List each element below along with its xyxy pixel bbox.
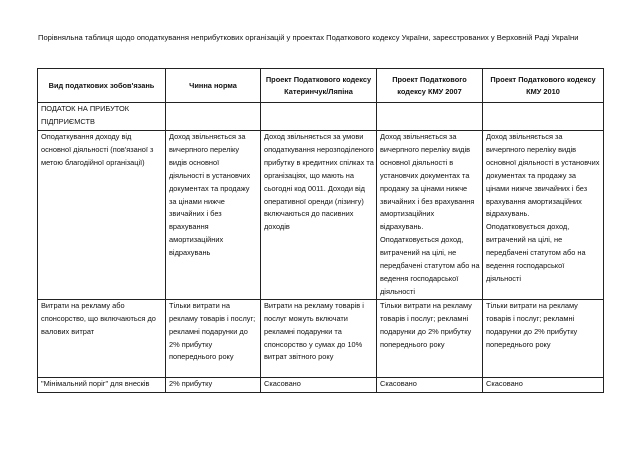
table-cell: Витрати на рекламу товарів і послуг можуть включати рекламні подарунки та спонсорство у сумах до 10% витрат звітного року <box>261 299 377 377</box>
table-row <box>38 299 604 377</box>
comparison-table <box>37 68 604 393</box>
table-cell <box>166 103 261 131</box>
column-header: Чинна норма <box>166 69 261 103</box>
table-cell: Доход звільняється за умови оподаткування нерозподіленого прибутку в кредитних спілках та організаціях, що мають на сьогодні код 0011. Доходи від оперативної оренди (лізингу) включаються до пасивних доходів <box>261 131 377 300</box>
table-cell: Оподаткування доходу від основної діяльності (пов'язаної з метою благодійної організації) <box>38 131 166 300</box>
table-cell: Доход звільняється за вичерпного переліку видів основної діяльності в установчих документах та продажу за цінами нижче звичайних і без врахування амортизаційних відрахувань <box>166 131 261 300</box>
table-cell: "Мінімальний поріг" для внесків <box>38 377 166 392</box>
table-cell: Скасовано <box>483 377 604 392</box>
section-title: ПОДАТОК НА ПРИБУТОК ПІДПРИЄМСТВ <box>38 103 166 131</box>
table-cell: Тільки витрати на рекламу товарів і послуг; рекламні подарунки до 2% прибутку попереднього року <box>377 299 483 377</box>
table-cell: Скасовано <box>377 377 483 392</box>
table-cell <box>377 103 483 131</box>
table-row <box>38 377 604 392</box>
column-header: Проект Податкового кодексу Катеринчук/Ляпіна <box>261 69 377 103</box>
table-cell: Скасовано <box>261 377 377 392</box>
column-header: Проект Податкового кодексу КМУ 2007 <box>377 69 483 103</box>
table-header-row <box>38 69 604 103</box>
table-cell: Тільки витрати на рекламу товарів і послуг; рекламні подарунки до 2% прибутку попереднього року <box>483 299 604 377</box>
column-header: Проект Податкового кодексу КМУ 2010 <box>483 69 604 103</box>
table-cell: Витрати на рекламу або спонсорство, що включаються до валових витрат <box>38 299 166 377</box>
table-cell: Тільки витрати на рекламу товарів і послуг; рекламні подарунки до 2% прибутку попереднього року <box>166 299 261 377</box>
table-cell <box>261 103 377 131</box>
table-row <box>38 131 604 300</box>
column-header: Вид податкових зобов'язань <box>38 69 166 103</box>
section-row <box>38 103 604 131</box>
table-cell <box>483 103 604 131</box>
document-title: Порівняльна таблиця щодо оподаткування неприбуткових організацій у проектах Податкового кодексу України, зареєстрованих у Верховній Раді України <box>38 33 579 42</box>
table-cell: 2% прибутку <box>166 377 261 392</box>
table-cell: Доход звільняється за вичерпного переліку видів основної діяльності в установчих документах та продажу за цінами нижче звичайних і без врахування амортизаційних відрахувань. Оподатковується доход, витрачений на цілі, не передбачені статутом або на ведення господарської діяльності <box>483 131 604 300</box>
table-cell: Доход звільняється за вичерпного переліку видів основної діяльності в установчих документах та продажу за цінами нижче звичайних і без врахування амортизаційних відрахувань. Оподатковується доход, витрачений на цілі, не передбачені статутом або на ведення господарської діяльності <box>377 131 483 300</box>
